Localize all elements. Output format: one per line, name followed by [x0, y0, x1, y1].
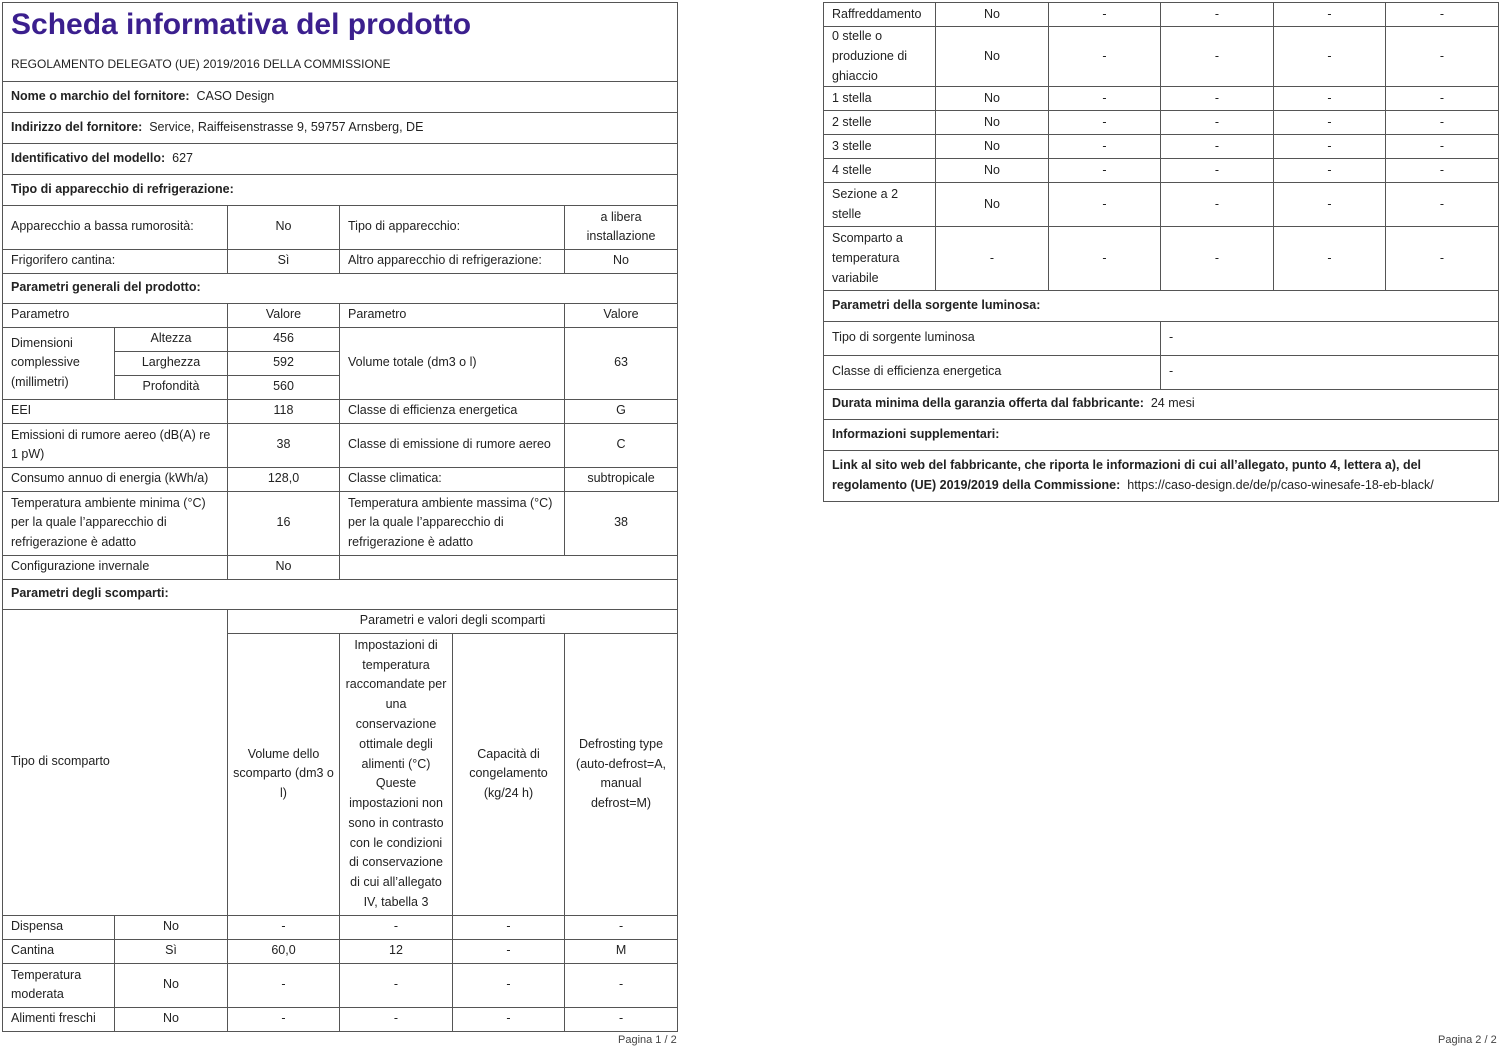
min-temp-value: 16: [228, 491, 340, 555]
climate-value: subtropicale: [565, 467, 678, 491]
page-title: Scheda informativa del prodotto: [11, 8, 472, 41]
table-row: [3, 963, 678, 1007]
design-type-value: a libera installazione: [565, 205, 678, 249]
energy-class-value: G: [565, 399, 678, 423]
compartment-type-label: Tipo di scomparto: [3, 609, 228, 915]
compartment-defrost: -: [1386, 87, 1499, 111]
compartment-temp: -: [1161, 3, 1274, 27]
eei-value: 118: [228, 399, 340, 423]
supplier-name-row: [3, 81, 678, 112]
depth-value: 560: [228, 375, 340, 399]
header-cell: [3, 3, 678, 82]
compartment-temp: -: [340, 915, 453, 939]
compartment-freeze: -: [453, 963, 565, 1007]
compartment-temp: -: [340, 963, 453, 1007]
compartment-temp: -: [1161, 27, 1274, 87]
model-label: Identificativo del modello:: [11, 150, 166, 165]
compartment-volume: -: [228, 915, 340, 939]
compartment-defrost: -: [1386, 111, 1499, 135]
table-row: [824, 159, 1499, 183]
table-row: [3, 939, 678, 963]
compartment-name: Raffreddamento: [824, 3, 936, 27]
table-row: [3, 1007, 678, 1031]
link-label: Link al sito web del fabbricante, che riporta le informazioni di cui all’allegato, punto 4, lettera a), del regolamento (UE) 2019/2019 della Commissione:: [832, 458, 1422, 492]
total-volume-label: Volume totale (dm3 o l): [340, 327, 565, 399]
table-row: [824, 111, 1499, 135]
compartment-defrost: -: [1386, 183, 1499, 227]
table-row: [824, 87, 1499, 111]
compartment-defrost: M: [565, 939, 678, 963]
compartment-freeze: -: [1274, 135, 1386, 159]
compartment-name: Scomparto a temperatura variabile: [824, 227, 936, 291]
col-defrost: Defrosting type (auto-defrost=A, manual defrost=M): [565, 633, 678, 915]
page-1-footer: Pagina 1 / 2: [618, 1034, 677, 1046]
compartment-freeze: -: [1274, 159, 1386, 183]
compartment-present: No: [115, 963, 228, 1007]
compartment-present: No: [936, 159, 1049, 183]
compartment-temp: -: [1161, 111, 1274, 135]
appliance-type-heading: Tipo di apparecchio di refrigerazione:: [3, 174, 678, 205]
col-settings: Impostazioni di temperatura raccomandate per una conservazione ottimale degli alimenti (°C) Queste impostazioni non sono in contrasto con le condizioni di conservazione di cui all’allegato IV, tabella 3: [340, 633, 453, 915]
compartment-name: Cantina: [3, 939, 115, 963]
compartment-present: No: [936, 111, 1049, 135]
supplier-address-label: Indirizzo del fornitore:: [11, 119, 143, 134]
compartment-freeze: -: [1274, 87, 1386, 111]
total-volume-value: 63: [565, 327, 678, 399]
compartment-volume: -: [1049, 111, 1161, 135]
supplier-name-label: Nome o marchio del fornitore:: [11, 88, 190, 103]
page-2-footer: Pagina 2 / 2: [1438, 1034, 1497, 1046]
compartment-freeze: -: [453, 1007, 565, 1031]
compartment-defrost: -: [1386, 27, 1499, 87]
compartment-volume: -: [1049, 159, 1161, 183]
compartment-temp: -: [1161, 159, 1274, 183]
compartment-name: 3 stelle: [824, 135, 936, 159]
table-row: [824, 227, 1499, 291]
compartment-name: Dispensa: [3, 915, 115, 939]
width-label: Larghezza: [115, 351, 228, 375]
climate-label: Classe climatica:: [340, 467, 565, 491]
compartment-name: 0 stelle o produzione di ghiaccio: [824, 27, 936, 87]
light-heading: Parametri della sorgente luminosa:: [824, 291, 1499, 321]
compartment-present: No: [936, 87, 1049, 111]
table-row: [824, 27, 1499, 87]
compartment-defrost: -: [1386, 159, 1499, 183]
param-header-2: Parametro: [340, 303, 565, 327]
light-type-label: Tipo di sorgente luminosa: [824, 321, 1161, 355]
compartment-volume: -: [228, 963, 340, 1007]
annual-energy-value: 128,0: [228, 467, 340, 491]
compartment-volume: -: [1049, 227, 1161, 291]
compartment-freeze: -: [453, 915, 565, 939]
compartment-name: Alimenti freschi: [3, 1007, 115, 1031]
max-temp-label: Temperatura ambiente massima (°C) per la quale l’apparecchio di refrigerazione è adatto: [340, 491, 565, 555]
other-value: No: [565, 249, 678, 273]
warranty-value: 24 mesi: [1150, 396, 1195, 411]
model-row: [3, 143, 678, 174]
compartment-freeze: -: [1274, 27, 1386, 87]
compartment-volume: -: [1049, 135, 1161, 159]
max-temp-value: 38: [565, 491, 678, 555]
warranty-label: Durata minima della garanzia offerta dal fabbricante:: [832, 396, 1144, 411]
height-value: 456: [228, 327, 340, 351]
product-info-table: [2, 2, 678, 1032]
compartment-name: Sezione a 2 stelle: [824, 183, 936, 227]
supplier-address-value: Service, Raiffeisenstrasse 9, 59757 Arnsberg, DE: [149, 119, 424, 134]
winter-empty: [340, 555, 678, 579]
light-class-value: -: [1161, 355, 1499, 389]
depth-label: Profondità: [115, 375, 228, 399]
compartment-present: No: [936, 183, 1049, 227]
col-freezing: Capacità di congelamento (kg/24 h): [453, 633, 565, 915]
noise-value: 38: [228, 423, 340, 467]
link-row: [824, 450, 1499, 501]
noise-class-label: Classe di emissione di rumore aereo: [340, 423, 565, 467]
general-heading: Parametri generali del prodotto:: [3, 273, 678, 303]
extra-heading: Informazioni supplementari:: [824, 419, 1499, 450]
dimensions-label: Dimensioni complessive (millimetri): [3, 327, 115, 399]
light-type-value: -: [1161, 321, 1499, 355]
annual-energy-label: Consumo annuo di energia (kWh/a): [3, 467, 228, 491]
width-value: 592: [228, 351, 340, 375]
height-label: Altezza: [115, 327, 228, 351]
wine-value: Sì: [228, 249, 340, 273]
param-header: Parametro: [3, 303, 228, 327]
compartment-defrost: -: [565, 915, 678, 939]
compartment-values-heading: Parametri e valori degli scomparti: [228, 609, 678, 633]
design-type-label: Tipo di apparecchio:: [340, 205, 565, 249]
other-label: Altro apparecchio di refrigerazione:: [340, 249, 565, 273]
supplier-address-row: [3, 112, 678, 143]
compartment-volume: -: [1049, 87, 1161, 111]
model-value: 627: [172, 150, 193, 165]
page-1: [2, 2, 677, 1032]
compartment-temp: -: [1161, 87, 1274, 111]
table-row: [824, 183, 1499, 227]
compartment-defrost: -: [565, 1007, 678, 1031]
col-volume: Volume dello scomparto (dm3 o l): [228, 633, 340, 915]
compartment-freeze: -: [1274, 183, 1386, 227]
compartment-freeze: -: [1274, 111, 1386, 135]
warranty-row: [824, 389, 1499, 419]
light-class-label: Classe di efficienza energetica: [824, 355, 1161, 389]
compartment-volume: -: [1049, 183, 1161, 227]
low-noise-label: Apparecchio a bassa rumorosità:: [3, 205, 228, 249]
compartment-freeze: -: [453, 939, 565, 963]
manufacturer-link[interactable]: https://caso-design.de/de/p/caso-winesafe-18-eb-black/: [1127, 477, 1434, 492]
compartment-temp: -: [1161, 227, 1274, 291]
compartment-name: 1 stella: [824, 87, 936, 111]
compartment-table-continued: [823, 2, 1499, 291]
regulation-text: REGOLAMENTO DELEGATO (UE) 2019/2016 DELLA COMMISSIONE: [11, 57, 391, 71]
compartment-name: Temperatura moderata: [3, 963, 115, 1007]
supplier-name-value: CASO Design: [196, 88, 275, 103]
compartment-name: 4 stelle: [824, 159, 936, 183]
noise-label: Emissioni di rumore aereo (dB(A) re 1 pW): [3, 423, 228, 467]
compartment-defrost: -: [1386, 135, 1499, 159]
winter-label: Configurazione invernale: [3, 555, 228, 579]
compartment-present: No: [936, 3, 1049, 27]
table-row: [824, 135, 1499, 159]
compartment-volume: -: [1049, 3, 1161, 27]
value-header: Valore: [228, 303, 340, 327]
energy-class-label: Classe di efficienza energetica: [340, 399, 565, 423]
low-noise-value: No: [228, 205, 340, 249]
compartment-temp: 12: [340, 939, 453, 963]
compartment-defrost: -: [1386, 3, 1499, 27]
min-temp-label: Temperatura ambiente minima (°C) per la quale l’apparecchio di refrigerazione è adatto: [3, 491, 228, 555]
compartment-temp: -: [1161, 135, 1274, 159]
compartment-present: -: [936, 227, 1049, 291]
compartment-present: No: [115, 915, 228, 939]
compartment-present: Sì: [115, 939, 228, 963]
compartment-freeze: -: [1274, 227, 1386, 291]
compartment-present: No: [936, 135, 1049, 159]
wine-label: Frigorifero cantina:: [3, 249, 228, 273]
compartment-temp: -: [1161, 183, 1274, 227]
compartment-name: 2 stelle: [824, 111, 936, 135]
compartment-volume: -: [228, 1007, 340, 1031]
winter-value: No: [228, 555, 340, 579]
page-2: [823, 2, 1498, 502]
eei-label: EEI: [3, 399, 228, 423]
compartment-volume: 60,0: [228, 939, 340, 963]
compartment-defrost: -: [1386, 227, 1499, 291]
noise-class-value: C: [565, 423, 678, 467]
compartment-freeze: -: [1274, 3, 1386, 27]
light-source-table: [823, 291, 1499, 502]
compartment-heading: Parametri degli scomparti:: [3, 579, 678, 609]
compartment-volume: -: [1049, 27, 1161, 87]
compartment-present: No: [115, 1007, 228, 1031]
compartment-present: No: [936, 27, 1049, 87]
compartment-temp: -: [340, 1007, 453, 1031]
table-row: [3, 915, 678, 939]
value-header-2: Valore: [565, 303, 678, 327]
compartment-defrost: -: [565, 963, 678, 1007]
table-row: [824, 3, 1499, 27]
